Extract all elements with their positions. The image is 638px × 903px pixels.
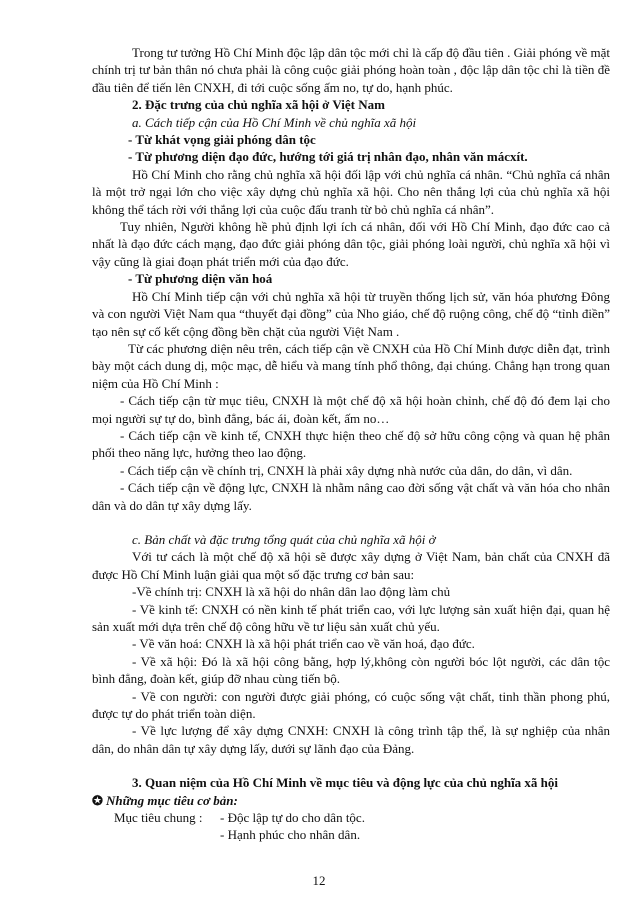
list-item-ve-kinh-te: - Về kinh tế: CNXH có nền kinh tế phát triển cao, với lực lượng sản xuất hiện đại, quan hệ sản xuất mới dựa trên chế độ công hữu về tư liệu sản xuất chủ yếu. xyxy=(92,601,610,634)
subheading-a: a. Cách tiếp cận của Hồ Chí Minh về chủ nghĩa xã hội xyxy=(132,114,417,130)
page-content xyxy=(92,44,610,844)
spacer xyxy=(92,757,610,774)
goals-row-1 xyxy=(92,809,610,826)
list-item-chinh-tri: - Cách tiếp cận về chính trị, CNXH là phải xây dựng nhà nước của dân, do dân, vì dân. xyxy=(120,462,573,478)
heading-van-hoa: - Từ phương diện văn hoá xyxy=(128,271,273,287)
star-bullet-icon: ✪ xyxy=(92,792,103,808)
list-item-kinh-te: - Cách tiếp cận về kinh tế, CNXH thực hiện theo chế độ sở hữu công cộng và quan hệ phân phối theo năng lực, hưởng theo lao động. xyxy=(92,427,610,461)
list-item-dong-luc: - Cách tiếp cận về động lực, CNXH là nhằm nâng cao đời sống vật chất và văn hóa cho nhân dân và do dân tự xây dựng lấy. xyxy=(92,480,610,513)
page-number: 12 xyxy=(312,873,326,888)
subheading-muc-tieu-co-ban xyxy=(92,792,610,809)
subheading-c: c. Bản chất và đặc trưng tổng quát của chủ nghĩa xã hội ở xyxy=(132,531,436,547)
heading-dao-duc: - Từ phương diện đạo đức, hướng tới giá trị nhân đạo, nhân văn mácxít. xyxy=(128,149,528,165)
paragraph-tu-cac-phuong-dien: Từ các phương diện nêu trên, cách tiếp cận về CNXH của Hồ Chí Minh được diễn đạt, trình bày một cách dung dị, mộc mạc, dễ hiểu và mang tính phổ thông, đại chúng. Chẳng hạn trong quan niệm của Hồ Chí Minh : xyxy=(92,340,610,391)
list-item-ve-van-hoa: - Về văn hoá: CNXH là xã hội phát triển cao về văn hoá, đạo đức. xyxy=(132,636,475,652)
list-item-ve-luc-luong: - Về lực lượng để xây dựng CNXH: CNXH là công trình tập thể, là sự nghiệp của nhân dân, do nhân dân tự xây dựng lấy, dưới sự lãnh đạo của Đảng. xyxy=(92,723,610,756)
heading-section-3: 3. Quan niệm của Hồ Chí Minh về mục tiêu và động lực của chủ nghĩa xã hội xyxy=(132,775,559,791)
paragraph-ban-chat: Với tư cách là một chế độ xã hội sẽ được xây dựng ở Việt Nam, bản chất của CNXH đã được Hồ Chí Minh luận giải qua một số đặc trưng cơ bản sau: xyxy=(92,549,610,582)
paragraph-chu-nghia-ca-nhan: Hồ Chí Minh cho rằng chủ nghĩa xã hội đối lập với chủ nghĩa cá nhân. “Chủ nghĩa cá nhân là một trở ngại lớn cho việc xây dựng chủ nghĩa xã hội. Cho nên thắng lợi của chủ nghĩa xã hội không thể tách rời với thắng lợi của cuộc đấu tranh từ bỏ chủ nghĩa cá nhân”. xyxy=(92,166,610,217)
goals-label-empty xyxy=(92,826,220,843)
paragraph-tuy-nhien: Tuy nhiên, Người không hề phủ định lợi ích cá nhân, đối với Hồ Chí Minh, đạo đức cao cả nhất là đạo đức cách mạng, đạo đức giải phóng dân tộc, giải phóng loài người, chủ nghĩa xã hội vì vậy cũng là giai đoạn phát triển mới của đạo đức. xyxy=(92,219,610,269)
goals-label: Mục tiêu chung : xyxy=(114,810,203,826)
list-item-ve-chinh-tri: -Về chính trị: CNXH là xã hội do nhân dân lao động làm chủ xyxy=(132,584,451,600)
goal-item-hanh-phuc: - Hạnh phúc cho nhân dân. xyxy=(220,827,361,843)
heading-khat-vong: - Từ khát vọng giải phóng dân tộc xyxy=(128,132,316,148)
paragraph-intro: Trong tư tưởng Hồ Chí Minh độc lập dân tộc mới chỉ là cấp độ đầu tiên . Giải phóng về mặt chính trị tư bản thân nó chưa phải là công cuộc giải phóng hoàn toàn , độc lập dân tộc chỉ là tiền đề đầu tiên để tiến lên CNXH, đi tới cuộc sống ấm no, tự do, hạnh phúc. xyxy=(92,45,610,95)
heading-section-2: 2. Đặc trưng của chủ nghĩa xã hội ở Việt Nam xyxy=(132,97,385,113)
goals-row-2 xyxy=(92,826,610,843)
list-item-muc-tieu: - Cách tiếp cận từ mục tiêu, CNXH là một chế độ xã hội hoàn chỉnh, chế độ đó đem lại cho mọi người sự tự do, bình đẳng, bác ái, đoàn kết, ấm no… xyxy=(92,393,610,426)
paragraph-van-hoa: Hồ Chí Minh tiếp cận với chủ nghĩa xã hội từ truyền thống lịch sử, văn hóa phương Đông và con người Việt Nam qua “thuyết đại đồng” của Nho giáo, chế độ ruộng công, chế độ “tỉnh điền” tạo nên sự cố kết cộng đồng bền chặt của người Việt Nam . xyxy=(92,288,610,339)
list-item-ve-xa-hoi: - Về xã hội: Đó là xã hội công bằng, hợp lý,không còn người bóc lột người, các dân tộc bình đẳng, đoàn kết, giúp đỡ nhau cùng tiến bộ. xyxy=(92,653,610,687)
goal-item-doc-lap: - Độc lập tự do cho dân tộc. xyxy=(220,810,365,826)
list-item-ve-con-nguoi: - Về con người: con người được giải phóng, có cuộc sống vật chất, tinh thần phong phú, được tự do phát triển toàn diện. xyxy=(92,688,610,722)
spacer xyxy=(92,514,610,531)
subheading-text: Những mục tiêu cơ bản: xyxy=(106,792,238,808)
